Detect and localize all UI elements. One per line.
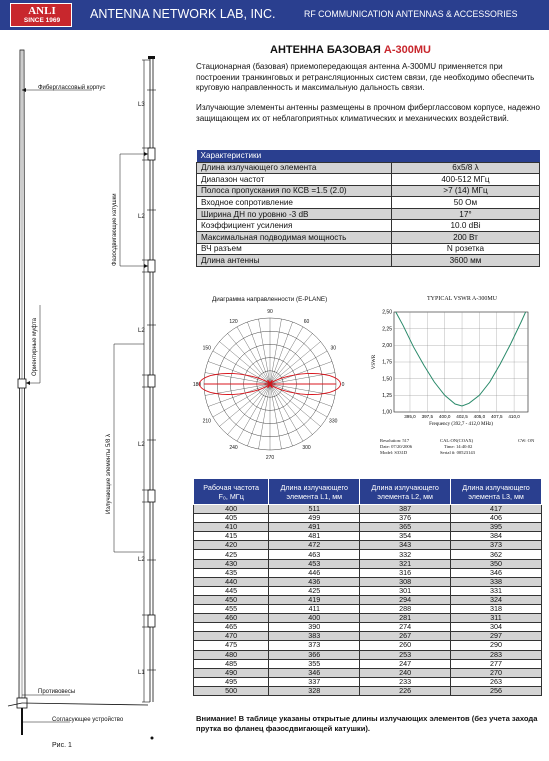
spec-value: 10.0 dBi xyxy=(392,220,540,232)
centering-sleeve xyxy=(18,379,26,388)
polar-angle-label: 30 xyxy=(330,345,337,352)
y-tick-label: 1,25 xyxy=(382,393,392,400)
cell-frequency: 485 xyxy=(194,659,269,668)
spec-value: 200 Вт xyxy=(392,232,540,244)
cell-l2: 274 xyxy=(360,623,451,632)
header-line: элемента L2, мм xyxy=(377,491,433,501)
cell-l1: 481 xyxy=(269,532,360,541)
cell-l1: 337 xyxy=(269,677,360,686)
polar-angle-label: 180 xyxy=(192,382,202,388)
phasing-coil xyxy=(148,490,155,502)
cell-l2: 288 xyxy=(360,605,451,614)
cell-frequency: 420 xyxy=(194,541,269,550)
spec-name: Полоса пропускания по КСВ =1.5 (2.0) xyxy=(197,185,392,197)
attention-note: Внимание! В таблице указаны открытые длины излучающих элементов (без учета захода прутка во фланец фазосдвигающей катушки). xyxy=(196,714,538,733)
cell-l1: 411 xyxy=(269,605,360,614)
company-name: ANTENNA NETWORK LAB, INC. xyxy=(90,7,276,21)
label-phasing-coils: Фазосдвигающие катушки xyxy=(112,193,118,266)
cell-l2: 308 xyxy=(360,577,451,586)
cell-l3: 384 xyxy=(451,532,542,541)
table-row xyxy=(194,605,542,614)
table-row xyxy=(194,568,542,577)
col-header-l3 xyxy=(451,479,542,505)
spec-row xyxy=(197,162,540,174)
cell-l2: 240 xyxy=(360,668,451,677)
cell-l2: 281 xyxy=(360,614,451,623)
meas-time: Time: 14:40:02 xyxy=(444,444,473,449)
spec-name: ВЧ разъем xyxy=(197,243,392,255)
phasing-coil xyxy=(148,260,155,272)
table-row xyxy=(194,577,542,586)
label-centering-sleeve: Ориентирные муфта xyxy=(32,317,38,376)
spec-name: Длина антенны xyxy=(197,255,392,267)
logo-since: SINCE 1969 xyxy=(23,17,61,24)
polar-angle-label: 0 xyxy=(341,382,345,388)
spec-value: >7 (14) МГц xyxy=(392,185,540,197)
spec-name: Диапазон частот xyxy=(197,174,392,186)
cell-frequency: 450 xyxy=(194,595,269,604)
header-line: элемента L1, мм xyxy=(286,491,343,501)
cell-l3: 283 xyxy=(451,650,542,659)
y-tick-label: 1,00 xyxy=(382,409,392,416)
company-tagline: RF COMMUNICATION ANTENNAS & ACCESSORIES xyxy=(304,9,518,19)
col-header-frequency xyxy=(194,479,269,505)
y-tick-label: 2,50 xyxy=(382,309,392,316)
diagram-title: Диаграмма направленности (E-PLANE) xyxy=(212,296,328,303)
table-row xyxy=(194,559,542,568)
section-label: L3 xyxy=(138,102,145,108)
cell-l1: 419 xyxy=(269,595,360,604)
cell-l3: 290 xyxy=(451,641,542,650)
label-fiberglass: Фиберглассовый корпус xyxy=(38,85,106,91)
cell-l2: 226 xyxy=(360,686,451,695)
x-axis-label: Frequency (392,7 - 412,0 MHz) xyxy=(429,422,493,427)
logo-name: ANLI xyxy=(28,5,56,17)
cell-l3: 417 xyxy=(451,505,542,514)
cell-l3: 406 xyxy=(451,514,542,523)
phasing-coil xyxy=(148,375,155,387)
table-row xyxy=(194,641,542,650)
cell-l1: 511 xyxy=(269,505,360,514)
spec-row xyxy=(197,185,540,197)
page-title xyxy=(270,44,431,56)
cell-frequency: 475 xyxy=(194,641,269,650)
spec-name: Ширина ДН по уровню -3 dB xyxy=(197,208,392,220)
label-radiating-elements: Излучающие элементы 5/8 λ xyxy=(106,433,112,514)
table-row xyxy=(194,668,542,677)
anli-logo xyxy=(10,3,72,27)
header-line: Длина излучающего xyxy=(371,482,439,492)
meas-cw: CW: ON xyxy=(518,438,535,443)
x-tick-label: 407,5 xyxy=(491,414,503,419)
spec-value: 6х5/8 λ xyxy=(392,162,540,174)
header-line: элемента L3, мм xyxy=(468,491,524,501)
cell-l3: 395 xyxy=(451,523,542,532)
label-matching-unit: Согласующее устройство xyxy=(52,717,124,723)
cell-frequency: 410 xyxy=(194,523,269,532)
cell-frequency: 490 xyxy=(194,668,269,677)
cell-l1: 383 xyxy=(269,632,360,641)
section-label: L1 xyxy=(138,670,145,676)
cell-l1: 366 xyxy=(269,650,360,659)
cell-l3: 373 xyxy=(451,541,542,550)
table-row xyxy=(194,541,542,550)
x-tick-label: 395,0 xyxy=(404,414,416,419)
cell-l3: 350 xyxy=(451,559,542,568)
table-header-row xyxy=(194,479,542,505)
spec-value: N розетка xyxy=(392,243,540,255)
cell-l2: 332 xyxy=(360,550,451,559)
intro-paragraph: Стационарная (базовая) приемопередающая антенна А-300MU применяется при построении транкинговых и ретрансляционных систем связи, где необходимо обеспечить круговую направленность и максимальную дальность связи. xyxy=(196,62,535,92)
y-tick-label: 2,00 xyxy=(382,343,392,350)
cell-l2: 365 xyxy=(360,523,451,532)
section-label: L2 xyxy=(138,328,145,334)
antenna-drawing xyxy=(0,30,190,761)
cell-l2: 233 xyxy=(360,677,451,686)
specs-table xyxy=(196,150,540,267)
cell-frequency: 405 xyxy=(194,514,269,523)
housing-paragraph: Излучающие элементы антенны размещены в прочном фиберглассовом корпусе, надежно защищающем их от неблагоприятных климатических и механических воздействий. xyxy=(196,103,540,123)
cell-l3: 263 xyxy=(451,677,542,686)
vswr-chart-title: TYPICAL VSWR A-300MU xyxy=(427,296,498,302)
polar-angle-label: 120 xyxy=(229,318,238,325)
label-counterweights: Противовесы xyxy=(38,689,76,695)
cell-frequency: 460 xyxy=(194,614,269,623)
spec-row xyxy=(197,255,540,267)
x-tick-label: 400,0 xyxy=(438,414,451,419)
figure-caption: Рис. 1 xyxy=(52,742,72,749)
cell-frequency: 440 xyxy=(194,577,269,586)
radiation-diagram xyxy=(190,296,370,468)
cell-l1: 355 xyxy=(269,659,360,668)
table-row xyxy=(194,677,542,686)
specs-header: Характеристики xyxy=(197,150,540,162)
cell-l2: 354 xyxy=(360,532,451,541)
polar-angle-label: 60 xyxy=(303,318,310,325)
element-length-table xyxy=(193,478,542,696)
spec-value: 17° xyxy=(392,208,540,220)
cell-l1: 472 xyxy=(269,541,360,550)
y-tick-label: 1,50 xyxy=(382,376,392,383)
header-line: Длина излучающего xyxy=(280,482,348,492)
page-header xyxy=(0,0,549,30)
cell-frequency: 415 xyxy=(194,532,269,541)
cell-l3: 318 xyxy=(451,605,542,614)
meas-cal: CAL:ON(COAX) xyxy=(440,438,474,443)
cell-l3: 270 xyxy=(451,668,542,677)
spec-row xyxy=(197,174,540,186)
cell-l3: 338 xyxy=(451,577,542,586)
header-line: Рабочая частота xyxy=(203,482,260,492)
cell-l2: 267 xyxy=(360,632,451,641)
spec-row xyxy=(197,243,540,255)
cell-l3: 331 xyxy=(451,586,542,595)
polar-angle-label: 330 xyxy=(329,418,338,425)
spec-value: 3600 мм xyxy=(392,255,540,267)
cell-l3: 346 xyxy=(451,568,542,577)
y-tick-label: 2,25 xyxy=(382,326,392,333)
spec-value: 50 Ом xyxy=(392,197,540,209)
polar-angle-label: 270 xyxy=(265,455,275,461)
cell-l1: 373 xyxy=(269,641,360,650)
spec-name: Длина излучающего элемента xyxy=(197,162,392,174)
y-axis-label: VSWR xyxy=(372,354,377,370)
section-label: L2 xyxy=(138,557,145,563)
header-line: F₀, МГц xyxy=(218,491,244,501)
polar-angle-label: 240 xyxy=(229,445,238,452)
cell-l2: 253 xyxy=(360,650,451,659)
x-tick-label: 397,5 xyxy=(421,414,434,419)
cell-frequency: 445 xyxy=(194,586,269,595)
cell-l3: 362 xyxy=(451,550,542,559)
cell-l1: 463 xyxy=(269,550,360,559)
x-tick-label: 405,0 xyxy=(473,414,486,419)
cell-l2: 316 xyxy=(360,568,451,577)
spec-row xyxy=(197,208,540,220)
cell-l1: 328 xyxy=(269,686,360,695)
table-row xyxy=(194,650,542,659)
spec-row xyxy=(197,197,540,209)
cell-l3: 256 xyxy=(451,686,542,695)
title-text: АНТЕННА БАЗОВАЯ xyxy=(270,44,384,56)
meas-serial: Serial #: 00523143 xyxy=(440,450,475,455)
section-label: L2 xyxy=(138,442,145,448)
cell-frequency: 470 xyxy=(194,632,269,641)
antenna-figure xyxy=(0,30,190,761)
cell-l2: 247 xyxy=(360,659,451,668)
table-row xyxy=(194,659,542,668)
cell-l3: 297 xyxy=(451,632,542,641)
polar-angle-label: 300 xyxy=(302,445,311,452)
header-line: Длина излучающего xyxy=(462,482,530,492)
cell-l3: 277 xyxy=(451,659,542,668)
cell-l2: 321 xyxy=(360,559,451,568)
table-row xyxy=(194,550,542,559)
cell-frequency: 455 xyxy=(194,605,269,614)
polar-angle-label: 150 xyxy=(202,345,211,352)
cell-l1: 346 xyxy=(269,668,360,677)
cell-l2: 387 xyxy=(360,505,451,514)
meas-model: Model: S331D xyxy=(380,450,408,455)
cell-l1: 425 xyxy=(269,586,360,595)
cell-l2: 301 xyxy=(360,586,451,595)
col-header-l2 xyxy=(360,479,451,505)
spec-row xyxy=(197,220,540,232)
cell-frequency: 425 xyxy=(194,550,269,559)
phasing-coil xyxy=(148,615,155,627)
cell-l1: 453 xyxy=(269,559,360,568)
cell-frequency: 400 xyxy=(194,505,269,514)
cell-l2: 260 xyxy=(360,641,451,650)
cell-frequency: 430 xyxy=(194,559,269,568)
spec-name: Максимальная подводимая мощность xyxy=(197,232,392,244)
cell-frequency: 480 xyxy=(194,650,269,659)
col-header-l1 xyxy=(269,479,360,505)
spec-row xyxy=(197,232,540,244)
counterweight-right xyxy=(22,703,148,705)
spec-value: 400-512 МГц xyxy=(392,174,540,186)
cell-l1: 390 xyxy=(269,623,360,632)
cell-l2: 343 xyxy=(360,541,451,550)
cell-l3: 304 xyxy=(451,623,542,632)
phasing-coil xyxy=(148,148,155,160)
x-tick-label: 402,5 xyxy=(456,414,468,419)
cell-l1: 491 xyxy=(269,523,360,532)
meas-date: Date: 07/20/2006 xyxy=(380,444,413,449)
cell-frequency: 500 xyxy=(194,686,269,695)
cell-frequency: 435 xyxy=(194,568,269,577)
cell-l3: 324 xyxy=(451,595,542,604)
cell-l2: 376 xyxy=(360,514,451,523)
cell-l1: 436 xyxy=(269,577,360,586)
cell-frequency: 495 xyxy=(194,677,269,686)
cell-l1: 499 xyxy=(269,514,360,523)
x-tick-label: 410,0 xyxy=(508,414,520,419)
polar-angle-label: 210 xyxy=(202,418,211,425)
meas-resolution: Resolution: 517 xyxy=(380,438,410,443)
title-model: А-300MU xyxy=(383,44,431,56)
cell-l2: 294 xyxy=(360,595,451,604)
table-row xyxy=(194,686,542,695)
y-tick-label: 1,75 xyxy=(382,359,392,366)
cell-frequency: 465 xyxy=(194,623,269,632)
cell-l1: 446 xyxy=(269,568,360,577)
section-label: L2 xyxy=(138,214,145,220)
spec-name: Входное сопротивление xyxy=(197,197,392,209)
spec-name: Коэффициент усиления xyxy=(197,220,392,232)
polar-angle-label: 90 xyxy=(267,309,273,315)
cell-l3: 311 xyxy=(451,614,542,623)
cell-l1: 400 xyxy=(269,614,360,623)
